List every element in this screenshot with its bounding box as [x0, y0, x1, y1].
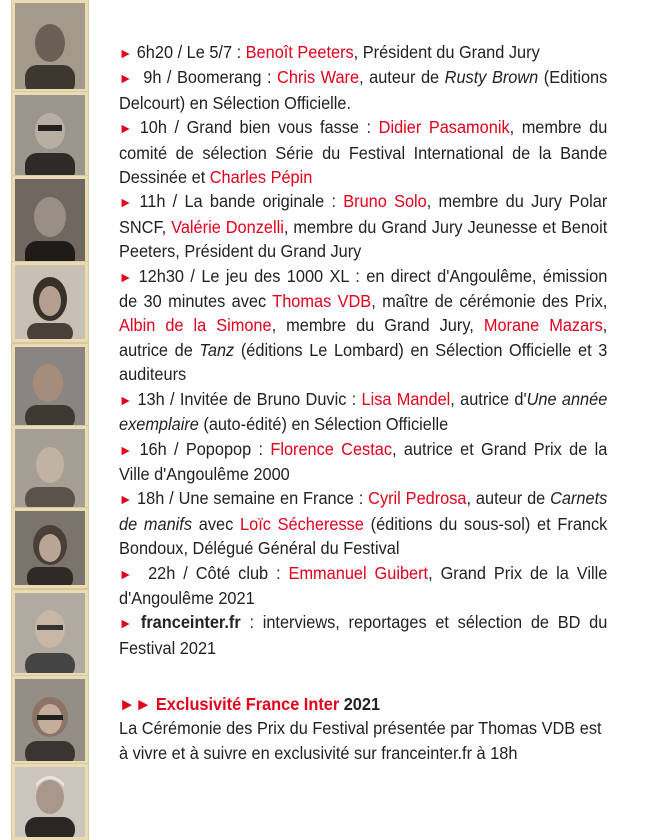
guest-name: Chris Ware	[277, 67, 360, 88]
arrow-icon: ►	[119, 391, 133, 408]
guest-name: Valérie Donzelli	[171, 216, 284, 237]
schedule-item	[119, 387, 607, 437]
time-slot: 10h / Grand bien vous fasse :	[139, 117, 379, 138]
guest-name: Morane Mazars	[483, 315, 603, 336]
guest-name: Loïc Sécheresse	[240, 513, 364, 534]
item-text: , autrice de	[119, 315, 608, 360]
portrait-photo	[12, 176, 88, 264]
portrait-photo	[12, 508, 88, 588]
item-text: (éditions Le Lombard) en Sélection Officielle et 3 auditeurs	[119, 339, 608, 385]
schedule-item	[119, 437, 607, 487]
book-title: Tanz	[199, 339, 235, 360]
guest-name: Charles Pépin	[209, 167, 313, 188]
book-title: Une année exemplaire	[119, 388, 608, 435]
guest-name: Lisa Mandel	[361, 388, 451, 409]
exclusive-promo	[119, 692, 613, 765]
arrow-icon: ►	[119, 268, 133, 285]
guest-name: Didier Pasamonik	[378, 117, 510, 138]
arrow-icon: ►	[119, 70, 133, 87]
radio-schedule	[119, 40, 607, 660]
schedule-item	[119, 610, 607, 660]
item-text: , Grand Prix de la Ville d'Angoulême 2021	[119, 562, 608, 608]
item-text: , auteur de	[466, 488, 551, 509]
time-slot: 6h20 / Le 5/7 :	[136, 42, 246, 62]
item-text: , autrice et Grand Prix de la Ville d'Angoulême 2000	[119, 438, 608, 484]
schedule-item	[119, 40, 607, 65]
double-arrow-icon: ►►	[119, 694, 156, 714]
portrait-photo	[12, 426, 88, 510]
time-slot: 22h / Côté club :	[148, 562, 289, 583]
portrait-photo	[12, 262, 88, 342]
guest-name: Bruno Solo	[343, 191, 427, 212]
guest-name: Benoît Peeters	[245, 42, 354, 62]
portrait-photo	[12, 590, 88, 676]
arrow-icon: ►	[119, 615, 133, 632]
arrow-icon: ►	[119, 120, 133, 137]
portrait-photo	[12, 676, 88, 764]
book-title: Carnets de manifs	[119, 488, 608, 534]
time-slot: 16h / Popopop :	[139, 438, 271, 459]
item-text: (auto-édité) en Sélection Officielle	[198, 414, 449, 435]
portrait-photo	[12, 764, 88, 840]
time-slot: 13h / Invitée de Bruno Duvic :	[137, 388, 362, 409]
guest-name: Albin de la Simone	[119, 315, 272, 336]
item-text: , autrice d'	[450, 388, 527, 409]
guest-name: Emmanuel Guibert	[288, 562, 429, 583]
arrow-icon: ►	[119, 45, 133, 61]
book-title: Rusty Brown	[444, 67, 539, 88]
item-text: , membre du comité de sélection Série du Festival International de la Bande Dessinée et	[119, 117, 608, 188]
item-text: , membre du Grand Jury Jeunesse et Benoit Peeters, Président du Grand Jury	[119, 216, 608, 262]
guest-name: Florence Cestac	[270, 438, 392, 459]
arrow-icon: ►	[119, 194, 133, 211]
time-slot: 11h / La bande originale :	[139, 191, 344, 212]
item-text: , auteur de	[359, 67, 445, 88]
guest-name: Thomas VDB	[272, 291, 372, 312]
schedule-item	[119, 264, 607, 387]
promo-title	[119, 692, 613, 716]
photo-strip	[0, 0, 90, 832]
portrait-photo	[12, 92, 88, 178]
portrait-photo	[12, 344, 88, 428]
promo-year: 2021	[339, 694, 381, 714]
schedule-item	[119, 561, 607, 611]
time-slot: 9h / Boomerang :	[143, 67, 278, 88]
schedule-item	[119, 189, 607, 263]
item-text: : interviews, reportages et sélection de BD du Festival 2021	[119, 612, 608, 658]
item-text: , membre du Jury Polar SNCF,	[119, 191, 608, 237]
promo-body: La Cérémonie des Prix du Festival présentée par Thomas VDB est à vivre et à suivre en exclusivité sur franceinter.fr à 18h	[119, 718, 602, 763]
item-text: (éditions du sous-sol) et Franck Bondoux, Délégué Général du Festival	[119, 513, 608, 559]
arrow-icon: ►	[119, 441, 133, 458]
item-text: , Président du Grand Jury	[353, 42, 540, 62]
promo-title-red: Exclusivité France Inter	[155, 694, 340, 714]
time-slot: 12h30 / Le jeu des 1000 XL : en direct d'Angoulême, émission de 30 minutes avec	[119, 265, 608, 312]
portrait-photo	[12, 0, 88, 92]
guest-name: Cyril Pedrosa	[368, 488, 467, 509]
item-text: , maître de cérémonie des Prix,	[371, 291, 608, 312]
item-text: (Editions Delcourt) en Sélection Officielle.	[119, 67, 608, 113]
arrow-icon: ►	[119, 491, 133, 508]
item-text: , membre du Grand Jury,	[271, 315, 484, 336]
schedule-item	[119, 486, 607, 560]
schedule-item	[119, 65, 607, 115]
website-link[interactable]: franceinter.fr	[140, 612, 241, 633]
item-text: avec	[192, 513, 241, 534]
time-slot: 18h / Une semaine en France :	[137, 488, 369, 509]
arrow-icon: ►	[119, 565, 133, 582]
schedule-item	[119, 115, 607, 189]
